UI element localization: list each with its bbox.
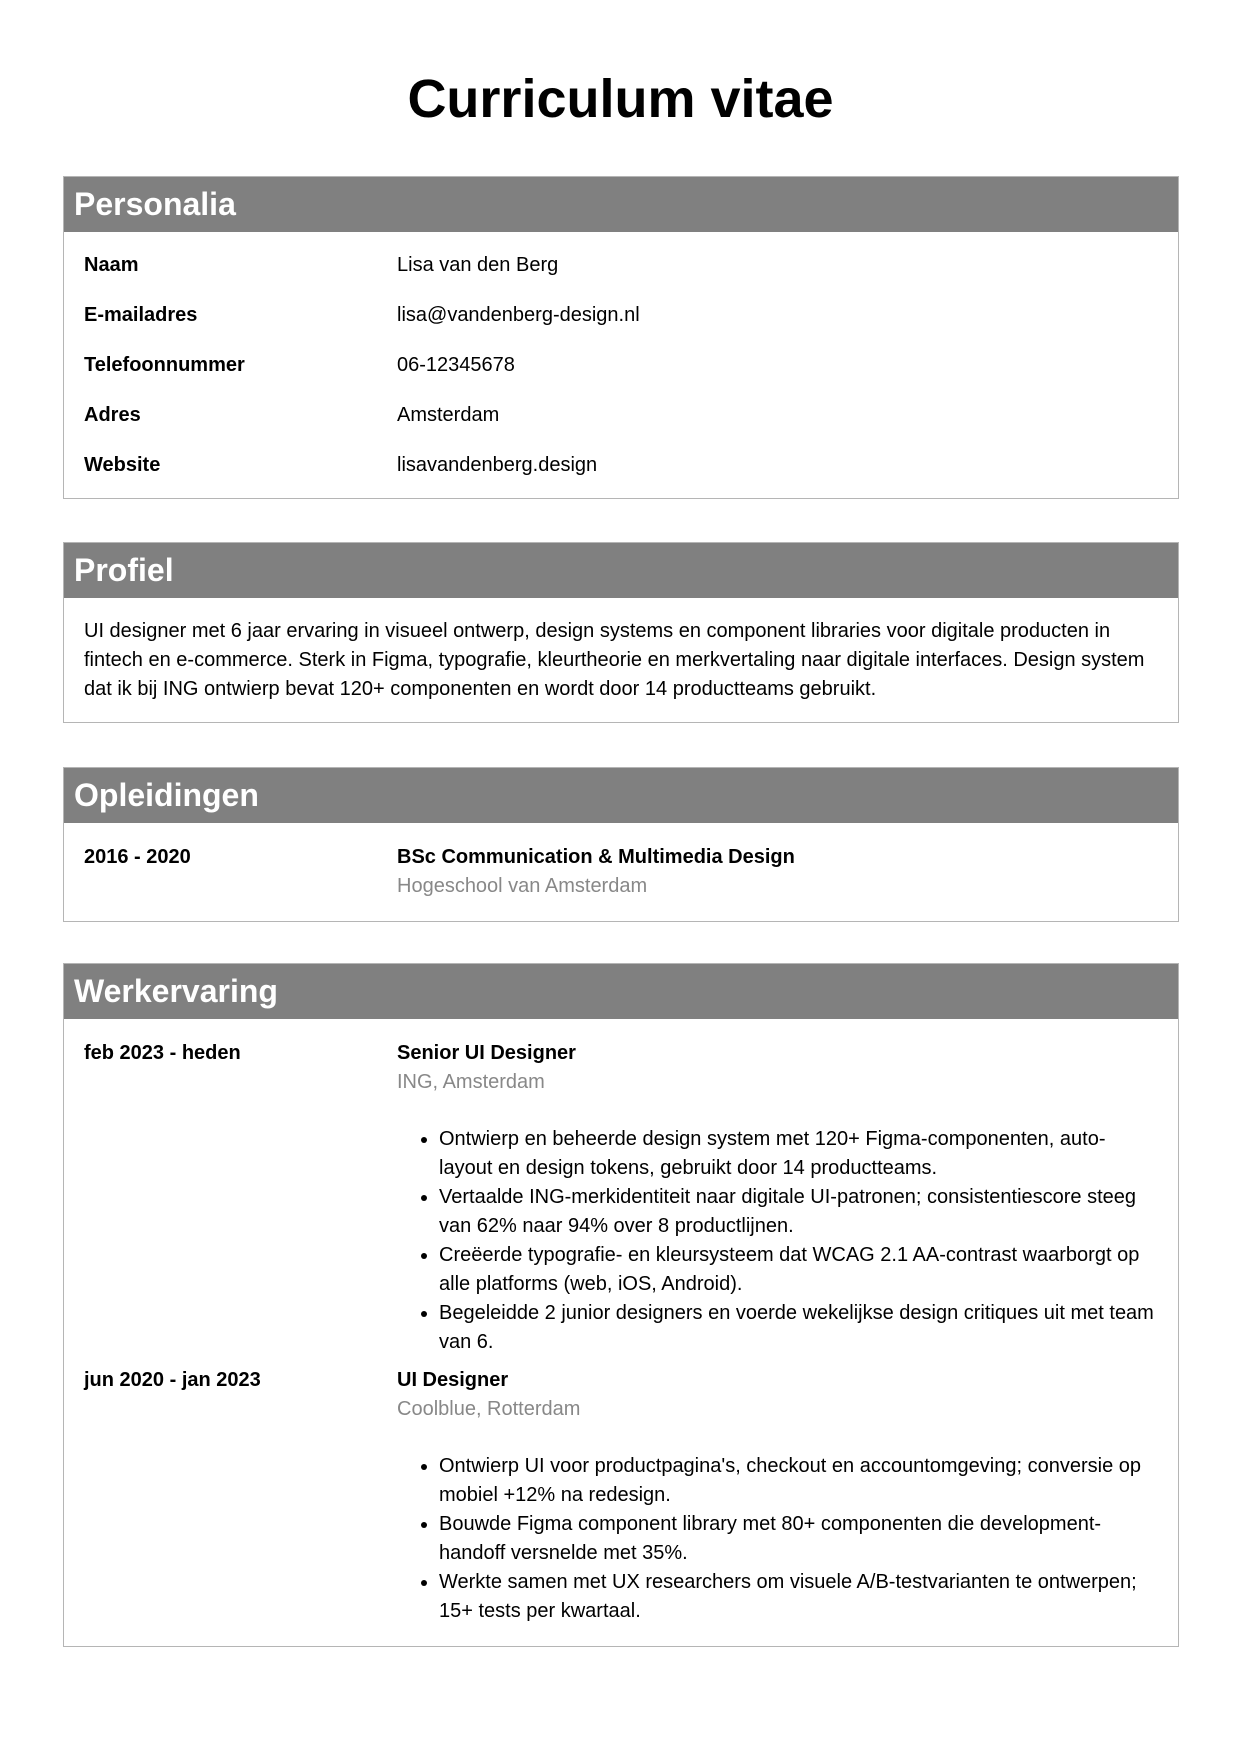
field-label: Telefoonnummer [84, 354, 245, 376]
list-item: • Werkte samen met UX researchers om visuele A/B-testvarianten te ontwerpen; 15+ tests per kwartaal. [439, 1568, 1158, 1626]
personalia-heading: Personalia [64, 177, 1178, 232]
profiel-heading: Profiel [64, 543, 1178, 598]
field-label: Adres [84, 404, 141, 426]
personalia-row-phone [84, 340, 1158, 390]
personalia-row-address [84, 390, 1158, 440]
education-entry [84, 843, 1158, 901]
list-item: • Creëerde typografie- en kleursysteem dat WCAG 2.1 AA-contrast waarborgt op alle platforms (web, iOS, Android). [439, 1241, 1158, 1299]
profiel-section [63, 542, 1179, 723]
education-title: BSc Communication & Multimedia Design [397, 846, 795, 868]
field-label: E-mailadres [84, 304, 198, 326]
education-school: Hogeschool van Amsterdam [397, 875, 648, 897]
opleidingen-section [63, 767, 1179, 922]
education-period: 2016 - 2020 [84, 846, 191, 868]
email-value: lisa@vandenberg-design.nl [397, 304, 640, 326]
personalia-section [63, 176, 1179, 499]
profiel-text: UI designer met 6 jaar ervaring in visueel ontwerp, design systems en component libraries voor digitale producten in fintech en e-commerce. Sterk in Figma, typografie, kleurtheorie en merkvertaling naar digitale interfaces. Design system dat ik bij ING ontwierp bevat 120+ componenten en wordt door 14 productteams gebruikt. [84, 620, 1145, 700]
job-bullets [397, 1452, 1158, 1626]
page-title: Curriculum vitae [407, 69, 834, 129]
werkervaring-section [63, 963, 1179, 1647]
list-item: • Ontwierp UI voor productpagina's, checkout en accountomgeving; conversie op mobiel +12% na redesign. [439, 1452, 1158, 1510]
personalia-row-website [84, 440, 1158, 490]
list-item: • Begeleidde 2 junior designers en voerde wekelijkse design critiques uit met team van 6. [439, 1299, 1158, 1357]
job-company: ING, Amsterdam [397, 1071, 545, 1093]
job-title: UI Designer [397, 1369, 509, 1391]
field-label: Naam [84, 254, 139, 276]
job-bullets [397, 1125, 1158, 1357]
personalia-row-naam [84, 240, 1158, 290]
job-entry [84, 1366, 1158, 1626]
address-value: Amsterdam [397, 404, 500, 426]
list-item: • Vertaalde ING-merkidentiteit naar digitale UI-patronen; consistentiescore steeg van 62% naar 94% over 8 productlijnen. [439, 1183, 1158, 1241]
werkervaring-heading: Werkervaring [64, 964, 1178, 1019]
phone-value: 06-12345678 [397, 354, 515, 376]
job-period: feb 2023 - heden [84, 1042, 241, 1064]
job-company: Coolblue, Rotterdam [397, 1398, 581, 1420]
job-title: Senior UI Designer [397, 1042, 576, 1064]
job-entry [84, 1039, 1158, 1357]
website-value: lisavandenberg.design [397, 454, 598, 476]
list-item: • Bouwde Figma component library met 80+ componenten die development-handoff versnelde met 35%. [439, 1510, 1158, 1568]
list-item: • Ontwierp en beheerde design system met 120+ Figma-componenten, auto-layout en design tokens, gebruikt door 14 productteams. [439, 1125, 1158, 1183]
job-period: jun 2020 - jan 2023 [84, 1369, 261, 1391]
name-value: Lisa van den Berg [397, 254, 559, 276]
personalia-row-email [84, 290, 1158, 340]
opleidingen-heading: Opleidingen [64, 768, 1178, 823]
field-label: Website [84, 454, 161, 476]
